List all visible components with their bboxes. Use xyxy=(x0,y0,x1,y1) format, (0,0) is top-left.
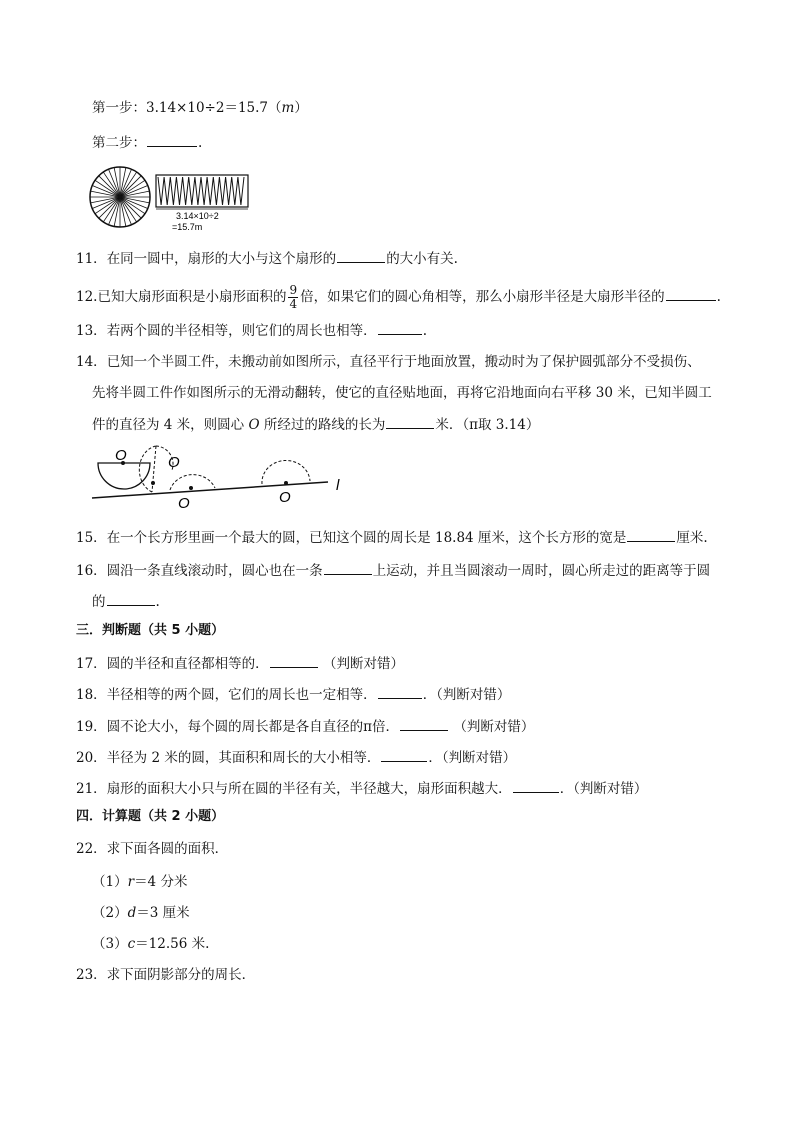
q13-blank[interactable] xyxy=(378,320,422,335)
q17-blank[interactable] xyxy=(270,653,318,668)
step-1-expression: 3.14×10÷2＝15.7（ xyxy=(146,100,282,116)
step-1-close: ） xyxy=(294,100,308,116)
question-23: 23．求下面阴影部分的周长． xyxy=(76,967,256,983)
q20-blank[interactable] xyxy=(381,747,427,762)
question-11: 11．在同一圆中，扇形的大小与这个扇形的 的大小有关. xyxy=(76,248,458,268)
question-21: 21．扇形的面积大小只与所在圆的半径有关，半径越大，扇形面积越大． ．（判断对错） xyxy=(76,778,647,798)
section-3-heading: 三．判断题（共 5 小题） xyxy=(76,623,225,638)
figure1-label-line1: 3.14×10÷2 xyxy=(176,211,219,221)
step-2-blank[interactable] xyxy=(147,132,197,147)
question-20: 20．半径为 2 米的圆，其面积和周长的大小相等． ．（判断对错） xyxy=(76,747,516,767)
step-1-unit: m xyxy=(281,100,295,116)
q14-blank[interactable] xyxy=(386,414,434,429)
question-14-line2: 先将半圆工件作如图所示的无滑动翻转，使它的直径贴地面，再将它沿地面向右平移 30 米，已知半圆工 xyxy=(92,385,712,401)
question-13: 13．若两个圆的半径相等，则它们的周长也相等． . xyxy=(76,320,427,340)
semicircle-rolling-figure xyxy=(90,440,350,510)
question-17: 17．圆的半径和直径都相等的． （判断对错） xyxy=(76,653,404,673)
center-label-1: O xyxy=(115,447,127,464)
step-1-label: 第一步： xyxy=(92,100,146,116)
question-16-line2: 的 . xyxy=(92,591,160,611)
center-label-2: O xyxy=(168,454,180,471)
flip-arc-1 xyxy=(139,446,156,492)
q16-blank-1[interactable] xyxy=(324,560,372,575)
q19-blank[interactable] xyxy=(400,716,448,731)
sectored-circle xyxy=(90,167,150,227)
step-1-line xyxy=(92,99,308,117)
figure1-label-line2: =15.7m xyxy=(172,222,203,232)
section-4-heading: 四．计算题（共 2 小题） xyxy=(76,809,225,824)
initial-semicircle xyxy=(98,463,150,489)
question-18: 18．半径相等的两个圆，它们的周长也一定相等． ．（判断对错） xyxy=(76,684,510,704)
q16-blank-2[interactable] xyxy=(107,591,155,606)
q11-blank[interactable] xyxy=(337,248,385,263)
fraction-nine-quarters: $\frac{9}{4}$ xyxy=(289,283,298,311)
flat-semicircle-2 xyxy=(262,460,310,484)
step-2-label: 第二步： xyxy=(92,135,146,151)
q22-item-2: （2）d＝3 厘米 xyxy=(92,905,190,921)
q12-blank[interactable] xyxy=(666,286,716,301)
question-22: 22．求下面各圆的面积． xyxy=(76,841,229,857)
center-label-3: O xyxy=(178,495,190,510)
q22-item-3: （3）c＝12.56 米. xyxy=(92,936,210,952)
step-2-line: 第二步： . xyxy=(92,132,202,152)
question-14-line1: 14．已知一个半圆工件，未搬动前如图所示，直径平行于地面放置，搬动时为了保护圆弧部分不受损伤、 xyxy=(76,354,701,370)
center-label-4: O xyxy=(279,489,291,506)
rearranged-strip xyxy=(156,175,248,209)
question-16-line1: 16．圆沿一条直线滚动时，圆心也在一条 上运动，并且当圆滚动一周时，圆心所走过的距离等于圆 xyxy=(76,560,710,580)
q21-blank[interactable] xyxy=(513,778,559,793)
question-14-line3: 件的直径为 4 米，则圆心 O 所经过的路线的长为 米．（π取 3.14） xyxy=(92,414,539,434)
q18-blank[interactable] xyxy=(378,684,422,699)
question-19: 19．圆不论大小，每个圆的周长都是各自直径的π倍． （判断对错） xyxy=(76,716,534,736)
circle-rearrange-figure xyxy=(88,160,258,236)
q22-item-1: （1）r＝4 分米 xyxy=(92,874,188,890)
question-15: 15．在一个长方形里画一个最大的圆，已知这个圆的周长是 18.84 厘米，这个长方形的宽是 厘米. xyxy=(76,527,708,547)
question-12: 12.已知大扇形面积是小扇形面积的 $\frac{9}{4}$ 倍，如果它们的圆心角相等，那么小扇形半径是大扇形半径的 . xyxy=(76,283,721,311)
ground-line xyxy=(92,482,328,498)
q15-blank[interactable] xyxy=(627,527,675,542)
ground-line-label: l xyxy=(336,477,340,494)
